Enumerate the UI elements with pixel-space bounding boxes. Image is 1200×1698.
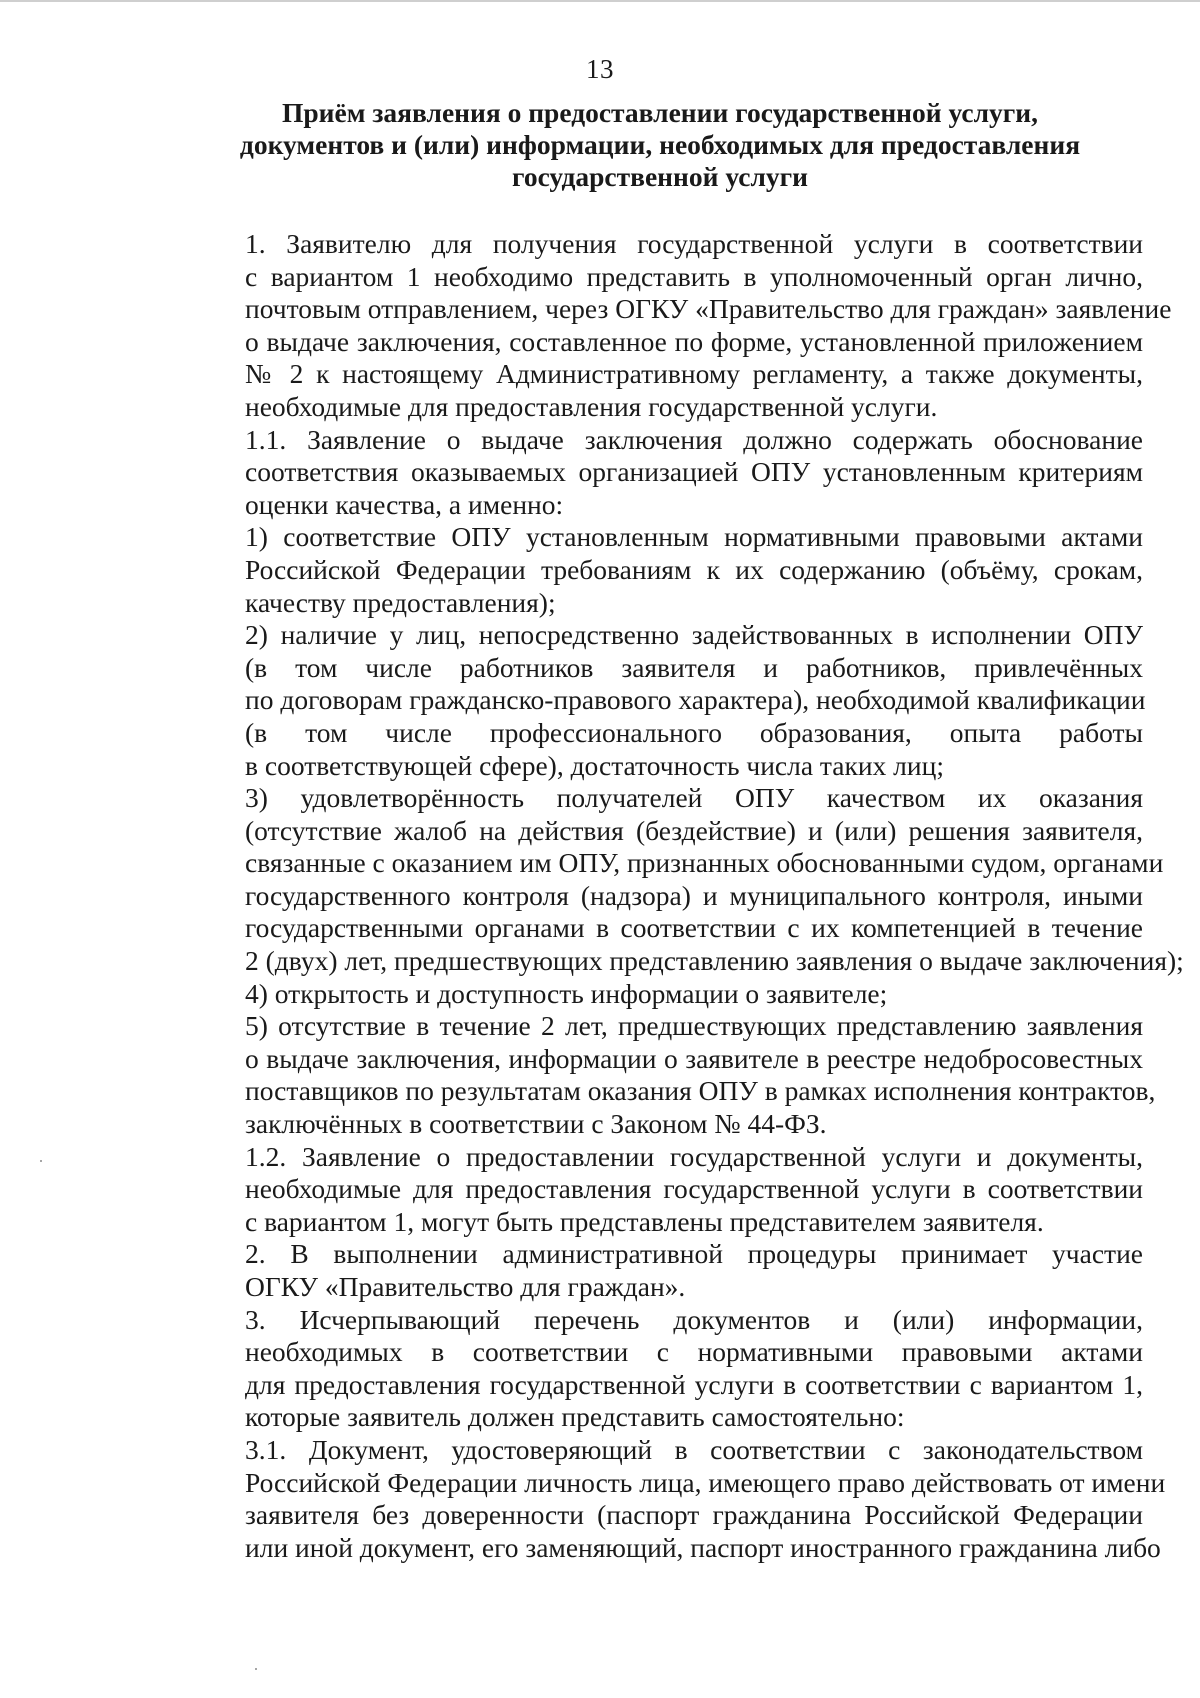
paragraph-p1 bbox=[173, 228, 1172, 424]
scan-top-edge bbox=[0, 0, 1200, 2]
text-line: государственными органами в соответствии с их компетенцией в течение bbox=[245, 912, 1143, 944]
text-line: 4) открытость и доступность информации о заявителе; bbox=[245, 977, 888, 1009]
text-line: поставщиков по результатам оказания ОПУ в рамках исполнения контрактов, bbox=[245, 1075, 1156, 1107]
paragraph-p3-1 bbox=[173, 1433, 1166, 1564]
text-line: в соответствующей сфере), достаточность числа таких лиц; bbox=[245, 749, 944, 781]
text-line: Российской Федерации личность лица, имеющего право действовать от имени bbox=[245, 1466, 1166, 1498]
text-line: (в том числе профессионального образования, опыта работы bbox=[245, 716, 1143, 748]
text-line: 2) наличие у лиц, непосредственно задействованных в исполнении ОПУ bbox=[245, 619, 1143, 651]
page-number: 13 bbox=[586, 54, 614, 84]
text-line: качеству предоставления); bbox=[245, 586, 556, 618]
paragraph-p1-1-4 bbox=[173, 978, 1143, 1011]
text-line: 2 (двух) лет, предшествующих представлению заявления о выдаче заключения); bbox=[245, 945, 1184, 977]
text-line: (отсутствие жалоб на действия (бездействие) и (или) решения заявителя, bbox=[245, 814, 1143, 846]
text-line: 1. Заявителю для получения государственной услуги в соответствии bbox=[245, 228, 1143, 259]
text-line: 1.2. Заявление о предоставлении государственной услуги и документы, bbox=[245, 1140, 1143, 1172]
text-line: государственного контроля (надзора) и муниципального контроля, иными bbox=[245, 879, 1143, 911]
text-line: 3. Исчерпывающий перечень документов и (или) информации, bbox=[245, 1303, 1143, 1335]
paragraph-p2 bbox=[173, 1238, 1143, 1303]
paragraph-p3 bbox=[173, 1304, 1143, 1434]
paragraph-p1-2 bbox=[173, 1141, 1143, 1239]
text-line: ОГКУ «Правительство для граждан». bbox=[245, 1271, 686, 1302]
text-line: по договорам гражданско-правового характера), необходимой квалификации bbox=[245, 684, 1146, 716]
text-line: 3.1. Документ, удостоверяющий в соответствии с законодательством bbox=[245, 1433, 1143, 1465]
text-line: необходимые для предоставления государственной услуги. bbox=[245, 390, 938, 422]
paragraph-p1-1-1 bbox=[173, 521, 1143, 619]
text-line: о выдаче заключения, составленное по форме, установленной приложением bbox=[245, 325, 1143, 357]
text-line: 2. В выполнении административной процедуры принимает участие bbox=[245, 1238, 1143, 1270]
paragraph-p1-1-2 bbox=[173, 619, 1146, 782]
text-line: о выдаче заключения, информации о заявителе в реестре недобросовестных bbox=[245, 1042, 1143, 1074]
heading-line: Приём заявления о предоставлении государственной услуги, bbox=[282, 97, 1038, 128]
text-line: 3) удовлетворённость получателей ОПУ качеством их оказания bbox=[245, 782, 1143, 814]
text-line: или иной документ, его заменяющий, паспорт иностранного гражданина либо bbox=[245, 1531, 1161, 1563]
text-line: соответствия оказываемых организацией ОПУ установленным критериям bbox=[245, 456, 1143, 488]
document-body bbox=[173, 228, 1184, 1564]
scan-speck bbox=[40, 1160, 42, 1162]
text-line: 1) соответствие ОПУ установленным нормативными правовыми актами bbox=[245, 521, 1143, 553]
paragraph-p1-1 bbox=[173, 424, 1143, 522]
text-line: № 2 к настоящему Административному регламенту, а также документы, bbox=[245, 358, 1143, 390]
scan-speck bbox=[255, 1668, 257, 1670]
text-line: необходимые для предоставления государственной услуги в соответствии bbox=[245, 1173, 1143, 1205]
text-line: 5) отсутствие в течение 2 лет, предшествующих представлению заявления bbox=[245, 1010, 1143, 1042]
text-line: для предоставления государственной услуги в соответствии с вариантом 1, bbox=[245, 1368, 1143, 1400]
text-line: связанные с оказанием им ОПУ, признанных обоснованными судом, органами bbox=[245, 847, 1164, 879]
heading-line: документов и (или) информации, необходимых для предоставления bbox=[239, 129, 1081, 160]
text-line: (в том числе работников заявителя и работников, привлечённых bbox=[245, 651, 1143, 683]
text-line: которые заявитель должен представить самостоятельно: bbox=[245, 1401, 905, 1433]
heading-line: государственной услуги bbox=[512, 161, 808, 192]
text-line: 1.1. Заявление о выдаче заключения должно содержать обоснование bbox=[245, 423, 1143, 455]
text-line: с вариантом 1 необходимо представить в уполномоченный орган лично, bbox=[245, 260, 1143, 292]
section-heading bbox=[150, 97, 1170, 193]
text-line: почтовым отправлением, через ОГКУ «Правительство для граждан» заявление bbox=[245, 293, 1172, 325]
paragraph-p1-1-5 bbox=[173, 1010, 1156, 1140]
text-line: оценки качества, а именно: bbox=[245, 488, 564, 520]
text-line: заявителя без доверенности (паспорт гражданина Российской Федерации bbox=[245, 1499, 1143, 1531]
text-line: Российской Федерации требованиям к их содержанию (объёму, срокам, bbox=[245, 553, 1143, 585]
text-line: заключённых в соответствии с Законом № 44-ФЗ. bbox=[245, 1108, 827, 1140]
text-line: необходимых в соответствии с нормативными правовыми актами bbox=[245, 1336, 1143, 1368]
paragraph-p1-1-3 bbox=[173, 782, 1184, 978]
text-line: с вариантом 1, могут быть представлены представителем заявителя. bbox=[245, 1205, 1044, 1237]
